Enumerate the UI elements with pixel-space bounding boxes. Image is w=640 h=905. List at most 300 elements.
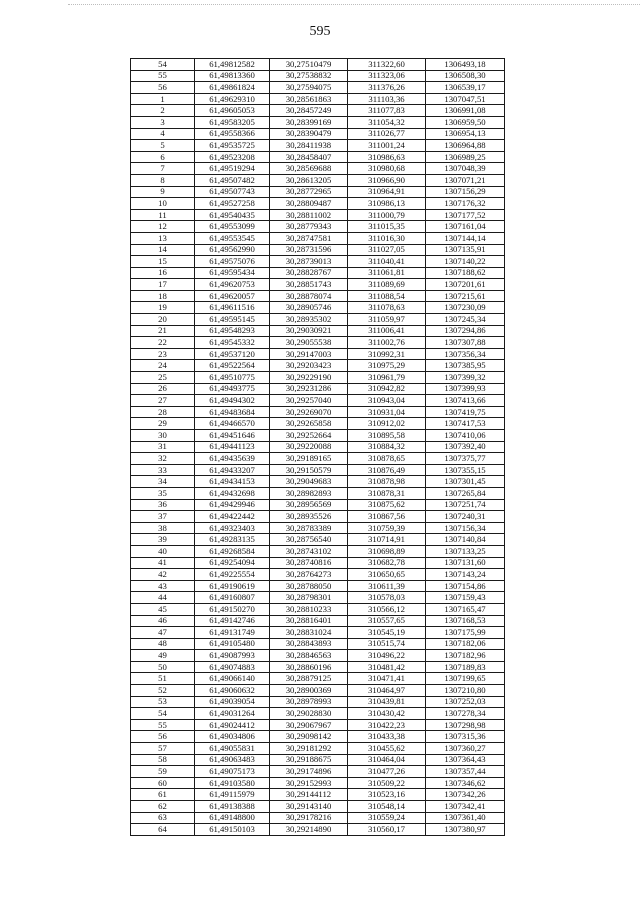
table-row — [131, 221, 505, 233]
point-number-cell: 1 — [131, 93, 195, 105]
table-row — [131, 453, 505, 465]
table-row — [131, 244, 505, 256]
x-coordinate-cell: 311006,41 — [348, 325, 426, 337]
longitude-cell: 30,29147003 — [270, 348, 348, 360]
latitude-cell: 61,49024412 — [195, 719, 270, 731]
longitude-cell: 30,28831024 — [270, 627, 348, 639]
latitude-cell: 61,49519294 — [195, 163, 270, 175]
y-coordinate-cell: 1307346,62 — [426, 777, 505, 789]
x-coordinate-cell: 310439,81 — [348, 696, 426, 708]
y-coordinate-cell: 1307182,06 — [426, 638, 505, 650]
longitude-cell: 30,28816401 — [270, 615, 348, 627]
longitude-cell: 30,29055538 — [270, 337, 348, 349]
x-coordinate-cell: 310986,63 — [348, 151, 426, 163]
point-number-cell: 56 — [131, 82, 195, 94]
table-row — [131, 372, 505, 384]
y-coordinate-cell: 1306954,13 — [426, 128, 505, 140]
point-number-cell: 26 — [131, 383, 195, 395]
x-coordinate-cell: 310682,78 — [348, 557, 426, 569]
longitude-cell: 30,28935302 — [270, 314, 348, 326]
longitude-cell: 30,29231286 — [270, 383, 348, 395]
longitude-cell: 30,28798301 — [270, 592, 348, 604]
latitude-cell: 61,49150103 — [195, 824, 270, 836]
table-row — [131, 545, 505, 557]
table-row — [131, 209, 505, 221]
x-coordinate-cell: 310867,56 — [348, 511, 426, 523]
table-row — [131, 801, 505, 813]
x-coordinate-cell: 310548,14 — [348, 801, 426, 813]
latitude-cell: 61,49620753 — [195, 279, 270, 291]
table-row — [131, 337, 505, 349]
x-coordinate-cell: 310430,42 — [348, 708, 426, 720]
point-number-cell: 63 — [131, 812, 195, 824]
y-coordinate-cell: 1307159,43 — [426, 592, 505, 604]
y-coordinate-cell: 1307048,39 — [426, 163, 505, 175]
latitude-cell: 61,49031264 — [195, 708, 270, 720]
point-number-cell: 42 — [131, 569, 195, 581]
table-row — [131, 383, 505, 395]
latitude-cell: 61,49545332 — [195, 337, 270, 349]
x-coordinate-cell: 310515,74 — [348, 638, 426, 650]
x-coordinate-cell: 311061,81 — [348, 267, 426, 279]
y-coordinate-cell: 1307413,66 — [426, 395, 505, 407]
table-row — [131, 534, 505, 546]
longitude-cell: 30,29269070 — [270, 406, 348, 418]
latitude-cell: 61,49861824 — [195, 82, 270, 94]
x-coordinate-cell: 311001,24 — [348, 140, 426, 152]
x-coordinate-cell: 310509,22 — [348, 777, 426, 789]
latitude-cell: 61,49138388 — [195, 801, 270, 813]
point-number-cell: 55 — [131, 719, 195, 731]
point-number-cell: 4 — [131, 128, 195, 140]
point-number-cell: 54 — [131, 708, 195, 720]
longitude-cell: 30,28457249 — [270, 105, 348, 117]
latitude-cell: 61,49063483 — [195, 754, 270, 766]
x-coordinate-cell: 310912,02 — [348, 418, 426, 430]
point-number-cell: 39 — [131, 534, 195, 546]
point-number-cell: 51 — [131, 673, 195, 685]
table-row — [131, 186, 505, 198]
point-number-cell: 45 — [131, 603, 195, 615]
point-number-cell: 44 — [131, 592, 195, 604]
table-row — [131, 557, 505, 569]
y-coordinate-cell: 1307298,98 — [426, 719, 505, 731]
latitude-cell: 61,49190619 — [195, 580, 270, 592]
table-row — [131, 430, 505, 442]
point-number-cell: 37 — [131, 511, 195, 523]
latitude-cell: 61,49323403 — [195, 522, 270, 534]
longitude-cell: 30,28879125 — [270, 673, 348, 685]
longitude-cell: 30,28810233 — [270, 603, 348, 615]
latitude-cell: 61,49558366 — [195, 128, 270, 140]
y-coordinate-cell: 1306989,25 — [426, 151, 505, 163]
y-coordinate-cell: 1307165,47 — [426, 603, 505, 615]
table-row — [131, 256, 505, 268]
table-row — [131, 743, 505, 755]
latitude-cell: 61,49075173 — [195, 766, 270, 778]
longitude-cell: 30,29030921 — [270, 325, 348, 337]
point-number-cell: 27 — [131, 395, 195, 407]
x-coordinate-cell: 310464,04 — [348, 754, 426, 766]
table-row — [131, 464, 505, 476]
x-coordinate-cell: 310471,41 — [348, 673, 426, 685]
longitude-cell: 30,29150579 — [270, 464, 348, 476]
x-coordinate-cell: 311323,06 — [348, 70, 426, 82]
point-number-cell: 5 — [131, 140, 195, 152]
point-number-cell: 15 — [131, 256, 195, 268]
point-number-cell: 31 — [131, 441, 195, 453]
point-number-cell: 20 — [131, 314, 195, 326]
x-coordinate-cell: 310895,58 — [348, 430, 426, 442]
longitude-cell: 30,29214890 — [270, 824, 348, 836]
longitude-cell: 30,28860196 — [270, 661, 348, 673]
longitude-cell: 30,28772965 — [270, 186, 348, 198]
latitude-cell: 61,49131749 — [195, 627, 270, 639]
point-number-cell: 43 — [131, 580, 195, 592]
y-coordinate-cell: 1307240,31 — [426, 511, 505, 523]
latitude-cell: 61,49034806 — [195, 731, 270, 743]
latitude-cell: 61,49039054 — [195, 696, 270, 708]
table-row — [131, 685, 505, 697]
x-coordinate-cell: 310545,19 — [348, 627, 426, 639]
table-row — [131, 59, 505, 71]
x-coordinate-cell: 311059,97 — [348, 314, 426, 326]
point-number-cell: 59 — [131, 766, 195, 778]
point-number-cell: 55 — [131, 70, 195, 82]
latitude-cell: 61,49507743 — [195, 186, 270, 198]
table-row — [131, 302, 505, 314]
y-coordinate-cell: 1307375,77 — [426, 453, 505, 465]
x-coordinate-cell: 310422,23 — [348, 719, 426, 731]
y-coordinate-cell: 1307380,97 — [426, 824, 505, 836]
point-number-cell: 32 — [131, 453, 195, 465]
latitude-cell: 61,49466570 — [195, 418, 270, 430]
longitude-cell: 30,27510479 — [270, 59, 348, 71]
point-number-cell: 7 — [131, 163, 195, 175]
table-row — [131, 128, 505, 140]
longitude-cell: 30,28846563 — [270, 650, 348, 662]
y-coordinate-cell: 1307230,09 — [426, 302, 505, 314]
latitude-cell: 61,49522564 — [195, 360, 270, 372]
point-number-cell: 61 — [131, 789, 195, 801]
point-number-cell: 19 — [131, 302, 195, 314]
x-coordinate-cell: 311078,63 — [348, 302, 426, 314]
x-coordinate-cell: 311026,77 — [348, 128, 426, 140]
y-coordinate-cell: 1307301,45 — [426, 476, 505, 488]
latitude-cell: 61,49812582 — [195, 59, 270, 71]
table-row — [131, 754, 505, 766]
latitude-cell: 61,49066140 — [195, 673, 270, 685]
x-coordinate-cell: 310611,39 — [348, 580, 426, 592]
longitude-cell: 30,28561863 — [270, 93, 348, 105]
latitude-cell: 61,49553099 — [195, 221, 270, 233]
x-coordinate-cell: 310876,49 — [348, 464, 426, 476]
y-coordinate-cell: 1307144,14 — [426, 232, 505, 244]
longitude-cell: 30,27594075 — [270, 82, 348, 94]
point-number-cell: 28 — [131, 406, 195, 418]
x-coordinate-cell: 310560,17 — [348, 824, 426, 836]
x-coordinate-cell: 311077,83 — [348, 105, 426, 117]
table-row — [131, 638, 505, 650]
longitude-cell: 30,28569688 — [270, 163, 348, 175]
y-coordinate-cell: 1307251,74 — [426, 499, 505, 511]
x-coordinate-cell: 310975,29 — [348, 360, 426, 372]
y-coordinate-cell: 1307156,34 — [426, 522, 505, 534]
y-coordinate-cell: 1307215,61 — [426, 290, 505, 302]
latitude-cell: 61,49537120 — [195, 348, 270, 360]
longitude-cell: 30,28764273 — [270, 569, 348, 581]
x-coordinate-cell: 310455,62 — [348, 743, 426, 755]
longitude-cell: 30,29174896 — [270, 766, 348, 778]
longitude-cell: 30,28411938 — [270, 140, 348, 152]
longitude-cell: 30,28956569 — [270, 499, 348, 511]
table-row — [131, 267, 505, 279]
longitude-cell: 30,29220088 — [270, 441, 348, 453]
point-number-cell: 11 — [131, 209, 195, 221]
table-row — [131, 418, 505, 430]
longitude-cell: 30,28390479 — [270, 128, 348, 140]
y-coordinate-cell: 1307133,25 — [426, 545, 505, 557]
point-number-cell: 10 — [131, 198, 195, 210]
point-number-cell: 18 — [131, 290, 195, 302]
longitude-cell: 30,29181292 — [270, 743, 348, 755]
x-coordinate-cell: 311015,35 — [348, 221, 426, 233]
y-coordinate-cell: 1307245,34 — [426, 314, 505, 326]
latitude-cell: 61,49142746 — [195, 615, 270, 627]
point-number-cell: 25 — [131, 372, 195, 384]
point-number-cell: 62 — [131, 801, 195, 813]
table-row — [131, 395, 505, 407]
latitude-cell: 61,49225554 — [195, 569, 270, 581]
table-row — [131, 812, 505, 824]
x-coordinate-cell: 310566,12 — [348, 603, 426, 615]
x-coordinate-cell: 311016,30 — [348, 232, 426, 244]
longitude-cell: 30,29067967 — [270, 719, 348, 731]
latitude-cell: 61,49451646 — [195, 430, 270, 442]
table-row — [131, 163, 505, 175]
table-row — [131, 140, 505, 152]
longitude-cell: 30,28788050 — [270, 580, 348, 592]
table-row — [131, 360, 505, 372]
y-coordinate-cell: 1307399,93 — [426, 383, 505, 395]
table-row — [131, 627, 505, 639]
point-number-cell: 13 — [131, 232, 195, 244]
longitude-cell: 30,29098142 — [270, 731, 348, 743]
y-coordinate-cell: 1307140,84 — [426, 534, 505, 546]
table-row — [131, 708, 505, 720]
latitude-cell: 61,49548293 — [195, 325, 270, 337]
longitude-cell: 30,29265858 — [270, 418, 348, 430]
x-coordinate-cell: 310559,24 — [348, 812, 426, 824]
y-coordinate-cell: 1307071,21 — [426, 174, 505, 186]
longitude-cell: 30,29189165 — [270, 453, 348, 465]
longitude-cell: 30,28458407 — [270, 151, 348, 163]
point-number-cell: 23 — [131, 348, 195, 360]
page-number: 595 — [309, 24, 331, 39]
latitude-cell: 61,49605053 — [195, 105, 270, 117]
x-coordinate-cell: 310942,82 — [348, 383, 426, 395]
y-coordinate-cell: 1307385,95 — [426, 360, 505, 372]
latitude-cell: 61,49283135 — [195, 534, 270, 546]
table-row — [131, 580, 505, 592]
longitude-cell: 30,28982893 — [270, 487, 348, 499]
x-coordinate-cell: 311376,26 — [348, 82, 426, 94]
latitude-cell: 61,49160807 — [195, 592, 270, 604]
latitude-cell: 61,49523208 — [195, 151, 270, 163]
longitude-cell: 30,28905746 — [270, 302, 348, 314]
table-row — [131, 696, 505, 708]
latitude-cell: 61,49494302 — [195, 395, 270, 407]
longitude-cell: 30,29252664 — [270, 430, 348, 442]
longitude-cell: 30,28731596 — [270, 244, 348, 256]
x-coordinate-cell: 310964,91 — [348, 186, 426, 198]
latitude-cell: 61,49583205 — [195, 116, 270, 128]
latitude-cell: 61,49115979 — [195, 789, 270, 801]
x-coordinate-cell: 311054,32 — [348, 116, 426, 128]
latitude-cell: 61,49595145 — [195, 314, 270, 326]
longitude-cell: 30,28756540 — [270, 534, 348, 546]
x-coordinate-cell: 310496,22 — [348, 650, 426, 662]
longitude-cell: 30,27538832 — [270, 70, 348, 82]
latitude-cell: 61,49595434 — [195, 267, 270, 279]
y-coordinate-cell: 1307361,40 — [426, 812, 505, 824]
latitude-cell: 61,49620057 — [195, 290, 270, 302]
table-row — [131, 766, 505, 778]
latitude-cell: 61,49510775 — [195, 372, 270, 384]
longitude-cell: 30,29049683 — [270, 476, 348, 488]
y-coordinate-cell: 1307252,03 — [426, 696, 505, 708]
x-coordinate-cell: 311040,41 — [348, 256, 426, 268]
latitude-cell: 61,49433207 — [195, 464, 270, 476]
latitude-cell: 61,49103580 — [195, 777, 270, 789]
latitude-cell: 61,49629310 — [195, 93, 270, 105]
latitude-cell: 61,49527258 — [195, 198, 270, 210]
latitude-cell: 61,49087993 — [195, 650, 270, 662]
x-coordinate-cell: 310878,31 — [348, 487, 426, 499]
x-coordinate-cell: 310992,31 — [348, 348, 426, 360]
point-number-cell: 60 — [131, 777, 195, 789]
point-number-cell: 9 — [131, 186, 195, 198]
point-number-cell: 49 — [131, 650, 195, 662]
table-row — [131, 673, 505, 685]
table-row — [131, 569, 505, 581]
latitude-cell: 61,49150270 — [195, 603, 270, 615]
table-row — [131, 731, 505, 743]
y-coordinate-cell: 1307188,62 — [426, 267, 505, 279]
y-coordinate-cell: 1307143,24 — [426, 569, 505, 581]
y-coordinate-cell: 1307360,27 — [426, 743, 505, 755]
longitude-cell: 30,28779343 — [270, 221, 348, 233]
point-number-cell: 54 — [131, 59, 195, 71]
y-coordinate-cell: 1306964,88 — [426, 140, 505, 152]
longitude-cell: 30,28399169 — [270, 116, 348, 128]
point-number-cell: 24 — [131, 360, 195, 372]
y-coordinate-cell: 1307417,53 — [426, 418, 505, 430]
table-row — [131, 592, 505, 604]
table-row — [131, 511, 505, 523]
y-coordinate-cell: 1307392,40 — [426, 441, 505, 453]
table-row — [131, 487, 505, 499]
table-row — [131, 603, 505, 615]
latitude-cell: 61,49060632 — [195, 685, 270, 697]
longitude-cell: 30,28739013 — [270, 256, 348, 268]
x-coordinate-cell: 311103,36 — [348, 93, 426, 105]
point-number-cell: 36 — [131, 499, 195, 511]
x-coordinate-cell: 310650,65 — [348, 569, 426, 581]
point-number-cell: 16 — [131, 267, 195, 279]
latitude-cell: 61,49435639 — [195, 453, 270, 465]
longitude-cell: 30,29028830 — [270, 708, 348, 720]
table-row — [131, 441, 505, 453]
y-coordinate-cell: 1307047,51 — [426, 93, 505, 105]
table-row — [131, 406, 505, 418]
table-row — [131, 789, 505, 801]
longitude-cell: 30,29143140 — [270, 801, 348, 813]
table-row — [131, 279, 505, 291]
y-coordinate-cell: 1306991,08 — [426, 105, 505, 117]
y-coordinate-cell: 1306508,30 — [426, 70, 505, 82]
y-coordinate-cell: 1307176,32 — [426, 198, 505, 210]
x-coordinate-cell: 310943,04 — [348, 395, 426, 407]
y-coordinate-cell: 1307156,29 — [426, 186, 505, 198]
longitude-cell: 30,28935526 — [270, 511, 348, 523]
latitude-cell: 61,49575076 — [195, 256, 270, 268]
table-row — [131, 198, 505, 210]
table-row — [131, 719, 505, 731]
latitude-cell: 61,49429946 — [195, 499, 270, 511]
table-row — [131, 661, 505, 673]
table-row — [131, 476, 505, 488]
latitude-cell: 61,49148800 — [195, 812, 270, 824]
table-row — [131, 499, 505, 511]
coordinates-table — [130, 58, 505, 836]
y-coordinate-cell: 1307210,80 — [426, 685, 505, 697]
y-coordinate-cell: 1307154,86 — [426, 580, 505, 592]
point-number-cell: 6 — [131, 151, 195, 163]
x-coordinate-cell: 310433,38 — [348, 731, 426, 743]
x-coordinate-cell: 311089,69 — [348, 279, 426, 291]
longitude-cell: 30,29203423 — [270, 360, 348, 372]
table-row — [131, 314, 505, 326]
longitude-cell: 30,28900369 — [270, 685, 348, 697]
x-coordinate-cell: 311088,54 — [348, 290, 426, 302]
longitude-cell: 30,28783389 — [270, 522, 348, 534]
latitude-cell: 61,49483684 — [195, 406, 270, 418]
y-coordinate-cell: 1307278,34 — [426, 708, 505, 720]
point-number-cell: 64 — [131, 824, 195, 836]
latitude-cell: 61,49105480 — [195, 638, 270, 650]
longitude-cell: 30,29152993 — [270, 777, 348, 789]
table-row — [131, 105, 505, 117]
latitude-cell: 61,49254094 — [195, 557, 270, 569]
y-coordinate-cell: 1307364,43 — [426, 754, 505, 766]
y-coordinate-cell: 1307175,99 — [426, 627, 505, 639]
table-row — [131, 777, 505, 789]
y-coordinate-cell: 1307199,65 — [426, 673, 505, 685]
y-coordinate-cell: 1307161,04 — [426, 221, 505, 233]
longitude-cell: 30,28613205 — [270, 174, 348, 186]
latitude-cell: 61,49432698 — [195, 487, 270, 499]
latitude-cell: 61,49422442 — [195, 511, 270, 523]
y-coordinate-cell: 1307182,96 — [426, 650, 505, 662]
x-coordinate-cell: 310875,62 — [348, 499, 426, 511]
table-row — [131, 82, 505, 94]
y-coordinate-cell: 1307410,06 — [426, 430, 505, 442]
point-number-cell: 21 — [131, 325, 195, 337]
latitude-cell: 61,49562990 — [195, 244, 270, 256]
point-number-cell: 17 — [131, 279, 195, 291]
point-number-cell: 38 — [131, 522, 195, 534]
